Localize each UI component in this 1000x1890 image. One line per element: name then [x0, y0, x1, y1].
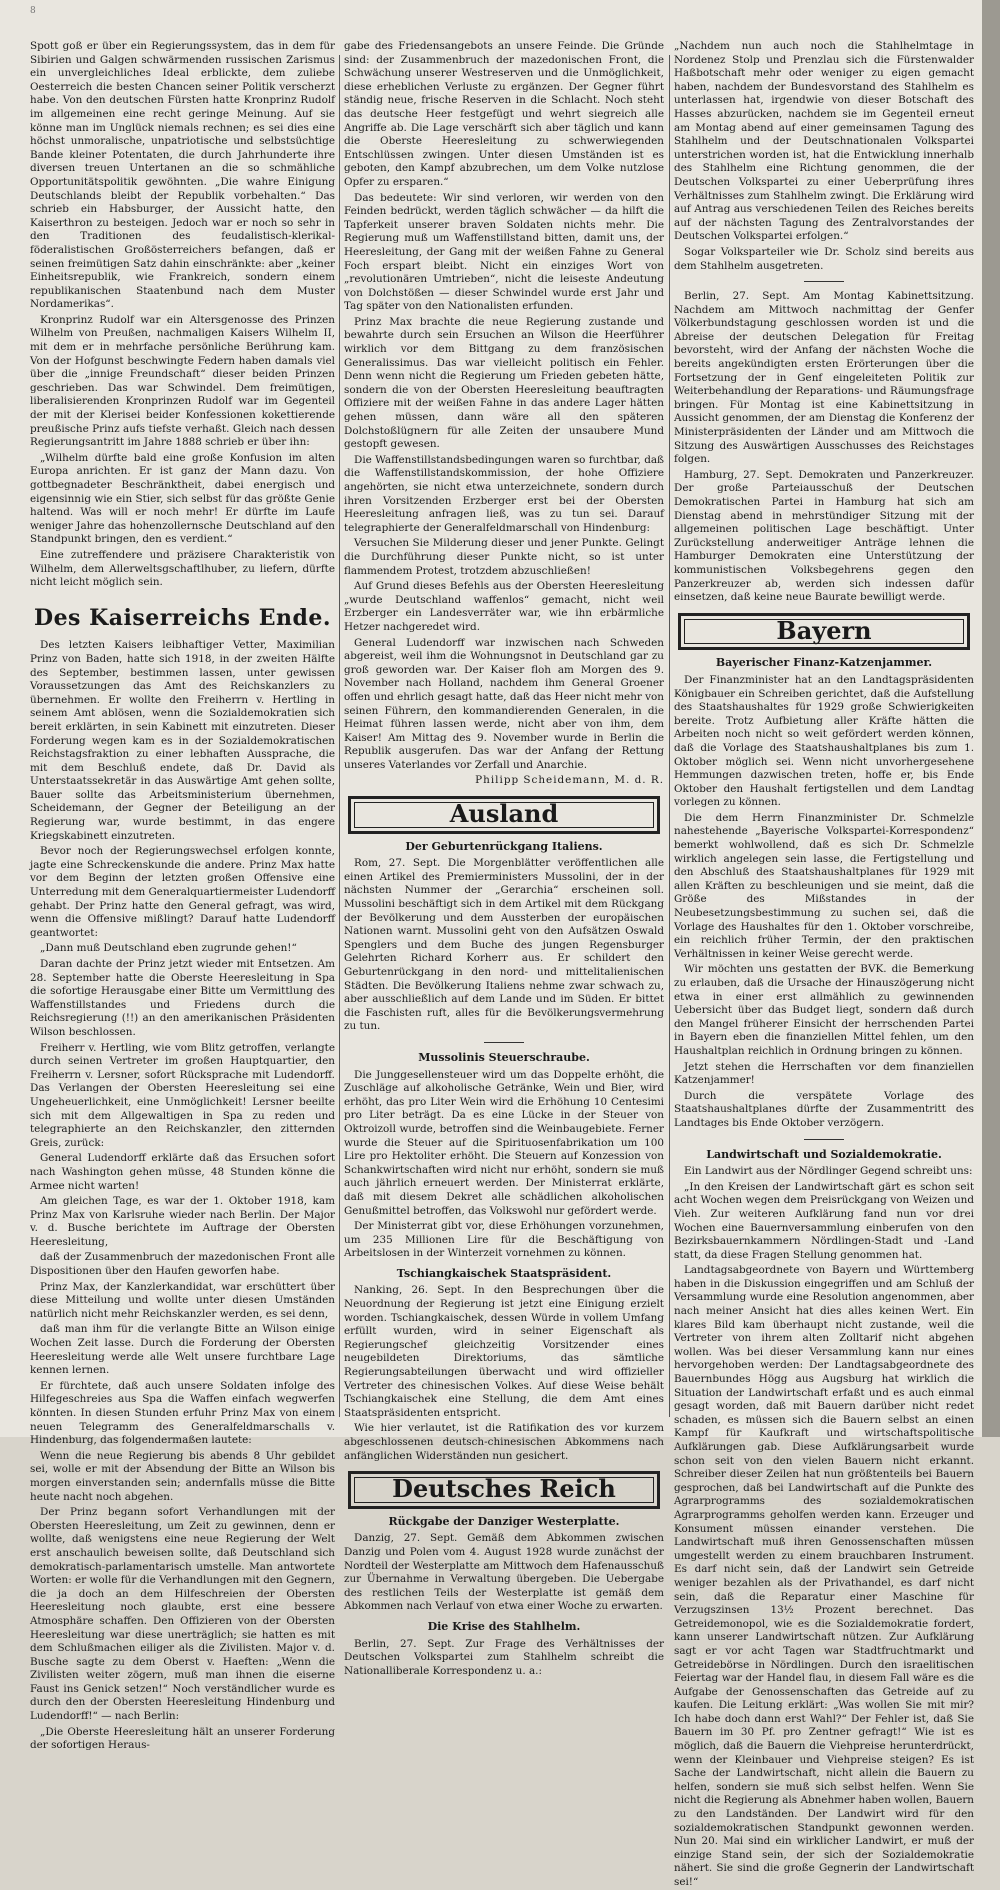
article-heading: Mussolinis Steuerschraube.	[418, 1050, 590, 1064]
separator	[484, 1042, 524, 1043]
article-text: Durch die verspätete Vorlage des Staatshaushaltplanes dürfte der Zusammentritt des Landtages bis Ende Oktober verzögern.	[674, 1089, 974, 1129]
section-heading: Bayern	[684, 619, 964, 645]
article-text: Hamburg, 27. Sept. Demokraten und Panzerkreuzer. Der große Parteiausschuß der Deutschen Demokratischen Partei in Hamburg hat sich am Dienstag abend in mehrstündiger Sitzung mit der allgemeinen politischen Lage beschäftigt. Unter Zurückstellung anderweitiger Anträge lehnen die Hamburger Demokraten eine Unterstützung der kommunistischen Volksbegehrens gegen den Panzerkreuzer ab, werden sich indessen dafür einsetzen, daß keine neue Baurate bewilligt werde.	[674, 468, 974, 604]
article-text: Wenn die neue Regierung bis abends 8 Uhr gebildet sei, wolle er mit der Absendung der Bitte an Wilson bis morgen einverstanden sein; andernfalls müsse die Bitte heute nacht noch abgehen.	[30, 1449, 335, 1503]
article-text: Die Junggesellensteuer wird um das Doppelte erhöht, die Zuschläge auf alkoholische Getränke, Wein und Bier, wird erhöht, das pro Liter Wein wird die Erhöhung 10 Centesimi pro Liter beträgt. Da es eine Lücke in der Steuer von Oktroizoll wurde, betroffen sind die Weinbaugebiete. Ferner wurde die Steuer auf die Spirituosenfabrikation um 100 Lire pro Hektoliter erhöht. Die Steuern auf Konzession von Schankwirtschaften wird nicht nur erhöht, sondern sie muß auch jährlich erneuert werden. Der Ministerrat erklärte, daß mit diesem Dekret alle schädlichen alkoholischen Genußmittel betroffen, das Volkswohl nur gefördert werde.	[344, 1068, 664, 1217]
article-text: daß man ihm für die verlangte Bitte an Wilson einige Wochen Zeit lasse. Durch die Forderung der Obersten Heeresleitung werde alle Welt unsere furchtbare Lage kennen lernen.	[30, 1323, 335, 1377]
article-text: Freiherr v. Hertling, wie vom Blitz getroffen, verlangte durch seinen Vertreter im großen Hauptquartier, den Freiherrn v. Lersner, sofort Rücksprache mit Ludendorff. Das Verlangen der Obersten Heeresleitung sei eine Ungeheuerlichkeit, eine Unmöglichkeit! Lersner beeilte sich mit dem Allgewaltigen in Spa zu reden und telegraphierte an den Reichskanzler, den zitternden Greis, zurück:	[30, 1041, 335, 1149]
article-text: Eine zutreffendere und präzisere Charakteristik von Wilhelm, dem Allerweltsgschaftlhuber, zu liefern, dürfte nicht leicht möglich sein.	[30, 548, 335, 589]
article-heading: Landwirtschaft und Sozialdemokratie.	[706, 1147, 942, 1161]
quote-text: „Dann muß Deutschland eben zugrunde gehen!“	[40, 942, 297, 955]
article-text: Spott goß er über ein Regierungssystem, das in dem für Sibirien und Galgen schwärmenden russischen Zarismus ein unvergleichliches Ideal erblickte, dem zuliebe Oesterreich die besten Chancen seiner Politik verscherzt habe. Von den deutschen Fürsten hatte Kronprinz Rudolf im allgemeinen eine recht geringe Meinung. Auf sie könne man im Unglück niemals rechnen; es sei dies eine höchst unmoralische, unpatriotische und selbstsüchtige Bande kleiner Potentaten, die durch Jahrhunderte ihre diversen treuen Untertanen an die so schmähliche Opportunitätspolitik gewöhnten. „Die wahre Einigung Deutschlands bleibt der Republik vorbehalten.“ Das schrieb ein Habsburger, der Aussicht hatte, den Kaiserthron zu besteigen. Jedoch war er noch so sehr in den Traditionen des feudalistisch-klerikal-föderalistischen Großösterreichers befangen, daß er seinen freimütigen Satz dahin einschränkte: aber „keiner Einheitsrepublik, wie Frankreich, sondern einem republikanischen Staatenbund nach dem Muster Nordamerikas“.	[30, 40, 335, 311]
section-heading: Des Kaiserreichs Ende.	[33, 604, 331, 631]
column-rule	[339, 55, 340, 1417]
article-text: Daran dachte der Prinz jetzt wieder mit Entsetzen. Am 28. September hatte die Oberste Heeresleitung in Spa die sofortige Herausgabe einer Bitte um Vermittlung des Waffenstillstandes und Friedens durch die Reichsregierung (!!) an den amerikanischen Präsidenten Wilson beschlossen.	[30, 958, 335, 1038]
separator	[804, 281, 844, 282]
article-text: General Ludendorff erklärte daß das Ersuchen sofort nach Washington gehen müsse, 48 Stunden könne die Armee nicht warten!	[30, 1152, 335, 1192]
article-heading: Rückgabe der Danziger Westerplatte.	[388, 1514, 620, 1528]
section-heading: Deutsches Reich	[354, 1477, 654, 1503]
article-text: Die dem Herrn Finanzminister Dr. Schmelzle nahestehende „Bayerische Volkspartei-Korrespondenz“ bemerkt wohlwollend, daß es sich Dr. Schmelzle wirklich angelegen sein lasse, die Fertigstellung und den Abschluß des Staatshaushaltplanes für 1929 mit allen Kräften zu beschleunigen und sie meint, daß die Größe des Mißstandes in der Neubesetzungsbestimmung zu suchen sei, daß die Vorlage des Haushaltes für den 1. Oktober vorschreibe, ein reichlich früher Termin, der den praktischen Verhältnissen in keiner Weise gerecht werde.	[674, 811, 974, 960]
section-box-bayern	[678, 613, 970, 651]
article-heading: Tschiangkaischek Staatspräsident.	[396, 1266, 612, 1280]
article-text: Berlin, 27. Sept. Zur Frage des Verhältnisses der Deutschen Volkspartei zum Stahlhelm schreibt die Nationalliberale Korrespondenz u. a.:	[344, 1637, 664, 1677]
quote-text: Landtagsabgeordnete von Bayern und Württemberg haben in die Diskussion eingegriffen und am Schluß der Versammlung wurde eine Resolution angenommen, aber nach meiner Ansicht hat dies alles keinen Wert. Ein klares Bild kam überhaupt nicht zustande, weil die Vertreter von ihrem alten Zolltarif nicht abgehen wollen. Was bei dieser Versammlung kann nur eines hervorgehoben werden: Der Landtagsabgeordnete des Bauernbundes Högg aus Augsburg hat wirklich die Situation der Landwirtschaft erfaßt und es auch einmal gesagt worden, daß mit Bauern darüber nicht redet schaden, es müssen sich die Bauern selbst an einen Kampf für Kaufkraft und wirtschaftspolitische Aufklärungen gab. Diese Aufklärungsarbeit wurde schon seit von den vielen Bauern nicht erkannt. Schreiber dieser Zeilen hat nun größtenteils bei Bauern gesprochen, daß bei Landwirtschaft auf die Punkte des Agrarprogramms des sozialdemokratischen Agrarprogramms geholfen werden kann. Erzeuger und Konsument müssen einander verstehen. Die Landwirtschaft muß ihren Genossenschaften müssen umgestellt werden zu einem brauchbaren Instrument. Es darf nicht sein, daß der Landwirt sein Getreide weniger bezahlen als der Privathandel, es darf nicht sein, daß die Reparatur einer Maschine für Verzugszinsen 13½ Prozent berechnet. Das Getreidemonopol, wie es die Sozialdemokratie fordert, kann unserer Landwirtschaft nützen. Zur Aufklärung sagt er vor acht Tagen war Stadtfruchtmarkt und Getreidebörse in Nördlingen. Durch den israelitischen Feiertag war der Handel flau, in diesem Fall wäre es die Aufgabe der Genossenschaften das Getreide auf zu kaufen. Die Leitung erklärt: „Was wollen Sie mit mir? Ich habe doch dann erst Wahl?“ Der Fehler ist, daß Sie Bauern im 30 Pf. pro Zentner gefragt!“ Wie ist es möglich, daß die Bauern die Viehpreise herunterdrückt, wenn der Kleinbauer und Viehpreise steigen? Es ist Sache der Landwirtschaft, nicht allein die Bauern zu helfen, sondern sie muß sich selbst helfen. Wenn Sie nicht die Regierung als Abnehmer haben wollen, Bauern zu den Landständen. Der Landwirt wird für den sozialdemokratischen Standpunkt gewonnen werden. Nun 20. Mai sind ein wirklicher Landwirt, er muß der einzige Stand sein, der sich der Sozialdemokratie nähert. Sie sind die große Gegnerin der Landwirtschaft sei!“	[674, 1264, 974, 1888]
article-text: Der Ministerrat gibt vor, diese Erhöhungen vorzunehmen, um 235 Millionen Lire für die Beschäftigung von Arbeitslosen in der Winterzeit vornehmen zu können.	[344, 1220, 664, 1260]
article-heading: Die Krise des Stahlhelm.	[427, 1619, 581, 1633]
article-text: Die Waffenstillstandsbedingungen waren so furchtbar, daß die Waffenstillstandskommission, der hohe Offiziere angehörten, sie nicht etwa unterzeichnete, sondern durch ihren Vorsitzenden Erzberger erst bei der Obersten Heeresleitung anfragen ließ, was zu tun sei. Darauf telegraphierte der Generalfeldmarschall von Hindenburg:	[344, 453, 664, 534]
article-heading: Bayerischer Finanz-Katzenjammer.	[715, 656, 933, 670]
article-text: Jetzt stehen die Herrschaften vor dem finanziellen Katzenjammer!	[674, 1060, 974, 1087]
article-text: daß der Zusammenbruch der mazedonischen Front alle Dispositionen über den Haufen geworfen habe.	[30, 1251, 335, 1278]
page-marker: 8	[30, 6, 36, 16]
article-text: Ein Landwirt aus der Nördlinger Gegend schreibt uns:	[684, 1165, 973, 1178]
article-text: Das bedeutete: Wir sind verloren, wir werden von den Feinden bedrückt, werden täglich schwächer — da hilft die Tapferkeit unserer braven Soldaten nichts mehr. Die Regierung muß um Waffenstillstand bitten, damit uns, der Heeresleitung, der Gang mit der weißen Fahne zu General Foch erspart bleibt. Nicht ein einziges Wort von „revolutionären Umtrieben“, nicht die leiseste Andeutung von Dolchstößen — dieser Schwindel wurde erst Jahr und Tag später von den Nationalisten erfunden.	[344, 191, 664, 313]
article-text: gabe des Friedensangebots an unsere Feinde. Die Gründe sind: der Zusammenbruch der mazedonischen Front, die Schwächung unserer Westreserven und die Unmöglichkeit, diese erheblichen Verluste zu ergänzen. Der Gegner führt ständig neue, frische Reserven in die Schlacht. Noch steht das deutsche Heer festgefügt und wehrt siegreich alle Angriffe ab. Die Lage verschärft sich aber täglich und kann die Oberste Heeresleitung zu schwerwiegenden Entschlüssen zwingen. Unter diesen Umständen ist es geboten, den Kampf abzubrechen, um dem Volke nutzlose Opfer zu ersparen.“	[344, 40, 664, 188]
article-text: Sogar Volksparteiler wie Dr. Scholz sind bereits aus dem Stahlhelm ausgetreten.	[674, 245, 974, 272]
quote-text: „In den Kreisen der Landwirtschaft gärt es schon seit acht Wochen wegen dem Preisrückgang von Weizen und Vieh. Zur weiteren Aufklärung fand nun vor drei Wochen eine Bauernversammlung einberufen von den Bezirksbauernkammern Nördlingen-Stadt und -Land statt, da diese Fragen Stellung genommen hat.	[674, 1180, 974, 1261]
article-text: Prinz Max, der Kanzlerkandidat, war erschüttert über diese Mitteilung und wollte unter diesen Umständen natürlich nicht mehr Reichskanzler werden, es sei denn,	[30, 1280, 335, 1320]
article-text: „Die Oberste Heeresleitung hält an unserer Forderung der sofortigen Heraus-	[30, 1725, 335, 1752]
article-text: General Ludendorff war inzwischen nach Schweden abgereist, weil ihm die Wohnungsnot in Deutschland gar zu groß geworden war. Der Kaiser floh am Morgen des 9. November nach Holland, nachdem ihm General Groener offen und ehrlich gesagt hatte, daß das Heer nicht mehr von seinen Führern, den kommandierenden Generalen, in die Heimat führen lassen werde, nicht aber von ihm, dem Kaiser! Am Mittag des 9. November wurde in Berlin die Republik ausgerufen. Das war der Anfang der Rettung unseres Vaterlandes vor Zerfall und Anarchie.	[344, 636, 664, 771]
article-text: Danzig, 27. Sept. Gemäß dem Abkommen zwischen Danzig und Polen vom 4. August 1928 wurde zunächst der Nordteil der Westerplatte am Mittwoch dem Hafenausschuß zur Übernahme in Verwaltung übergeben. Die Uebergabe des restlichen Teils der Westerplatte ist gemäß dem Abkommen nach Verlauf von etwa einer Woche zu erwarten.	[344, 1532, 664, 1613]
article-text: Der Prinz begann sofort Verhandlungen mit der Obersten Heeresleitung, um Zeit zu gewinnen, denn er wollte, daß wenigstens eine neue Regierung der Welt erst anschaulich beweisen sollte, daß Deutschland sich demokratisch-parlamentarisch umstelle. Man antwortete Worten: er wolle für die Verhandlungen mit den Gegnern, die ja doch an dem Hilfeschreien der Obersten Heeresleitung noch glaubte, erst eine bessere Atmosphäre schaffen. Den Offizieren von der Obersten Heeresleitung war diese unerträglich; sie hatten es mit dem Schlußmachen eiliger als die Zivilisten. Major v. d. Busche sagte zu dem Oberst v. Haeften: „Wenn die Zivilisten weiter zögern, muß man ihnen die eiserne Faust ins Genick setzen!“ Noch verständlicher wurde es durch den der Obersten Heeresleitung Hindenburg und Ludendorff!“ — nach Berlin:	[30, 1506, 335, 1723]
separator	[804, 1139, 844, 1140]
quote-text: „Wilhelm dürfte bald eine große Konfusion im alten Europa anrichten. Er ist ganz der Mann dazu. Von gottbegnadeter Beschränktheit, dabei energisch und eigensinnig wie ein Stier, sich selbst für das größte Genie haltend. Was will er noch mehr! Er dürfte im Laufe weniger Jahre das hohenzollernsche Deutschland auf den Standpunkt bringen, den es verdient.“	[30, 451, 335, 546]
section-box-ausland	[348, 796, 660, 834]
article-text: Rom, 27. Sept. Die Morgenblätter veröffentlichen alle einen Artikel des Premierministers Mussolini, der in der nächsten Nummer der „Gerarchia“ erscheinen soll. Mussolini beschäftigt sich in dem Artikel mit dem Rückgang der Bevölkerung und dem Aussterben der europäischen Nationen warnt. Mussolini geht von den Aufsätzen Oswald Spenglers und dem Buche des jungen Regensburger Gelehrten Richard Korherr aus. Er schildert den Geburtenrückgang in den nord- und mittelitalienischen Städten. Die Bevölkerung Italiens nehme zwar schwach zu, aber ausschließlich auf dem Lande und im Süden. Er bittet die Faschisten ruft, alles für die Bevölkerungsvermehrung zu tun.	[344, 857, 664, 1033]
article-heading: Der Geburtenrückgang Italiens.	[405, 839, 603, 853]
article-text: Am gleichen Tage, es war der 1. Oktober 1918, kam Prinz Max von Karlsruhe wieder nach Berlin. Der Major v. d. Busche berichtete im Auftrage der Obersten Heeresleitung,	[30, 1195, 335, 1248]
column-1	[30, 40, 335, 1752]
article-text: Wir möchten uns gestatten der BVK. die Bemerkung zu erlauben, daß die Ursache der Hinauszögerung nicht etwa in einer erst allmählich zu gewinnenden Uebersicht über das Budget liegt, sondern daß durch den Mangel früherer Einsicht der herrschenden Partei in Bayern eben die finanziellen Mittel fehlen, um den Haushaltplan reichlich in Ordnung bringen zu können.	[674, 963, 974, 1057]
section-box-deutsches-reich	[348, 1471, 660, 1509]
column-rule	[669, 55, 670, 1417]
article-text: Bevor noch der Regierungswechsel erfolgen konnte, jagte eine Schreckenskunde die andere. Prinz Max hatte vor dem Beginn der letzten großen Offensive eine Unterredung mit dem Generalquartiermeister Ludendorff gehabt. Der Prinz hatte den General gefragt, was wird, wenn die Offensive mißlingt? Darauf hatte Ludendorff geantwortet:	[30, 845, 335, 939]
article-text: „Nachdem nun auch noch die Stahlhelmtage in Nordenez Stolp und Prenzlau sich die Fürstenwalder Haßbotschaft mehr oder weniger zu eigen gemacht haben, nachdem der Bundesvorstand des Stahlhelm es unterlassen hat, irgendwie von dieser Botschaft des Hasses abzurücken, nachdem sie im Gegenteil erneut am Montag abend auf einer gemeinsamen Tagung des Stahlhelm und der Deutschnationalen Volkspartei unterstrichen worden ist, hat die Entwicklung innerhalb des Stahlhelm eine Richtung genommen, die der Deutschen Volkspartei zu einer Ueberprüfung ihres Verhältnisses zum Stahlhelm zwingt. Die Erklärung wird auf Antrag aus verschiedenen Teilen des Reiches bereits auf der nächsten Tagung des Zentralvorstandes der Deutschen Volkspartei erfolgen.“	[674, 40, 974, 243]
section-heading: Ausland	[354, 802, 654, 828]
column-3	[674, 40, 974, 1888]
article-text: Berlin, 27. Sept. Am Montag Kabinettsitzung. Nachdem am Mittwoch nachmittag der Genfer Völkerbundstagung geschlossen worden ist und die Abreise der deutschen Delegation für Freitag bevorsteht, wird der Anfang der nächsten Woche die bereits angekündigten ersten Erörterungen über die Fortsetzung der in Genf eingeleiteten Politik zur Weiterbehandlung der Reparations- und Räumungsfrage bringen. Für Montag ist eine Kabinettsitzung in Aussicht genommen, der am Dienstag die Konferenz der Ministerpräsidenten der Länder und am Mittwoch die Sitzung des Auswärtigen Ausschusses des Reichstages folgen.	[674, 290, 974, 466]
article-text: Kronprinz Rudolf war ein Altersgenosse des Prinzen Wilhelm von Preußen, nachmaligen Kaisers Wilhelm II, mit dem er in mehrfache persönliche Berührung kam. Von der Hofgunst beschwingte Federn haben damals viel über die „innige Freundschaft“ dieser beiden Prinzen geschrieben. Das war Schwindel. Dem freimütigen, liberalisierenden Kronprinzen Rudolf war im Gegenteil der mit der Klerisei beider Konfessionen kokettierende preußische Prinz aufs tiefste verhaßt. Gleich nach dessen Regierungsantritt im Jahre 1888 schrieb er über ihn:	[30, 313, 335, 449]
author-byline: Philipp Scheidemann, M. d. R.	[475, 774, 664, 787]
article-text: Prinz Max brachte die neue Regierung zustande und bewahrte durch sein Ersuchen an Wilson die Heerführer wirklich vor dem Bittgang zu dem französischen Generalissimus. Das war vielleicht politisch ein Fehler. Denn wenn nicht die Regierung um Frieden gebeten hätte, sondern die von der Obersten Heeresleitung beauftragten Offiziere mit der weißen Fahne in das andere Lager hätten gehen müssen, dann wäre all den späteren Dolchstoßlügnern für alle Zeiten der unsaubere Mund gestopft gewesen.	[344, 315, 664, 451]
quote-text: Versuchen Sie Milderung dieser und jener Punkte. Gelingt die Durchführung dieser Punkte nicht, so ist unter flammendem Protest, trotzdem abzuschließen!	[344, 537, 664, 577]
article-text: Wie hier verlautet, ist die Ratifikation des vor kurzem abgeschlossenen deutsch-chinesischen Abkommens nach anfänglichen Widerständen nun gesichert.	[344, 1422, 664, 1462]
article-text: Nanking, 26. Sept. In den Besprechungen über die Neuordnung der Regierung ist jetzt eine Einigung erzielt worden. Tschiangkaischek, dessen Würde in vollem Umfang erfüllt wurden, wird in seiner Eigenschaft als Regierungschef gleichzeitig Vorsitzender eines neugebildeten Direktoriums, das sämtliche Regierungsabteilungen überwacht und wird offizieller Vertreter des chinesischen Volkes. Auf diese Weise behält Tschiangkaischek eine Stellung, die dem Amt eines Staatspräsidenten entspricht.	[344, 1284, 664, 1419]
article-text: Des letzten Kaisers leibhaftiger Vetter, Maximilian Prinz von Baden, hatte sich 1918, in der zweiten Hälfte des September, bestimmen lassen, unter gewissen Voraussetzungen das Amt des Reichskanzlers zu übernehmen. Er wollte den Freiherrn v. Hertling in seinem Amt ablösen, wenn die Sozialdemokratien sich bereit erklärten, in sein Kabinett mit einzutreten. Dieser Forderung wegen kam es in der Sozialdemokratischen Reichstagsfraktion zu einer lebhaften Aussprache, die mit dem Beschluß endete, daß Dr. David als Unterstaatssekretär in das Auswärtige Amt gehen sollte, Bauer sollte das Arbeitsministerium übernehmen, Scheidemann, der Gegner der Beteiligung an der Regierung war, wurde bestimmt, in das engere Kriegskabinett einzutreten.	[30, 639, 335, 842]
article-text: Auf Grund dieses Befehls aus der Obersten Heeresleitung „wurde Deutschland waffenlos“ gemacht, nicht weil Erzberger ein Landesverräter war, wie ihn erbärmliche Hetzer nachgeredet wird.	[344, 580, 664, 633]
article-text: Der Finanzminister hat an den Landtagspräsidenten Königbauer ein Schreiben gerichtet, daß die Aufstellung des Staatshaushaltes für 1929 große Schwierigkeiten bereite. Trotz Aufbietung aller Kräfte hätten die Arbeiten noch nicht so weit gefördert werden können, daß die Vorlage des Staatshaushaltplanes bis zum 1. Oktober möglich sei. Wenn nicht unvorhergesehene Hemmungen dazwischen treten, hoffe er, bis Ende Oktober den Haushalt fertigstellen und dem Landtag vorlegen zu können.	[674, 673, 974, 809]
scan-edge	[982, 0, 1000, 1437]
article-text: Er fürchtete, daß auch unsere Soldaten infolge des Hilfegeschreies aus Spa die Waffen einfach wegwerfen könnten. In diesen Stunden erfuhr Prinz Max von einem neuen Telegramm des Generalfeldmarschalls v. Hindenburg, das folgendermaßen lautete:	[30, 1379, 335, 1447]
column-2	[344, 40, 664, 1677]
